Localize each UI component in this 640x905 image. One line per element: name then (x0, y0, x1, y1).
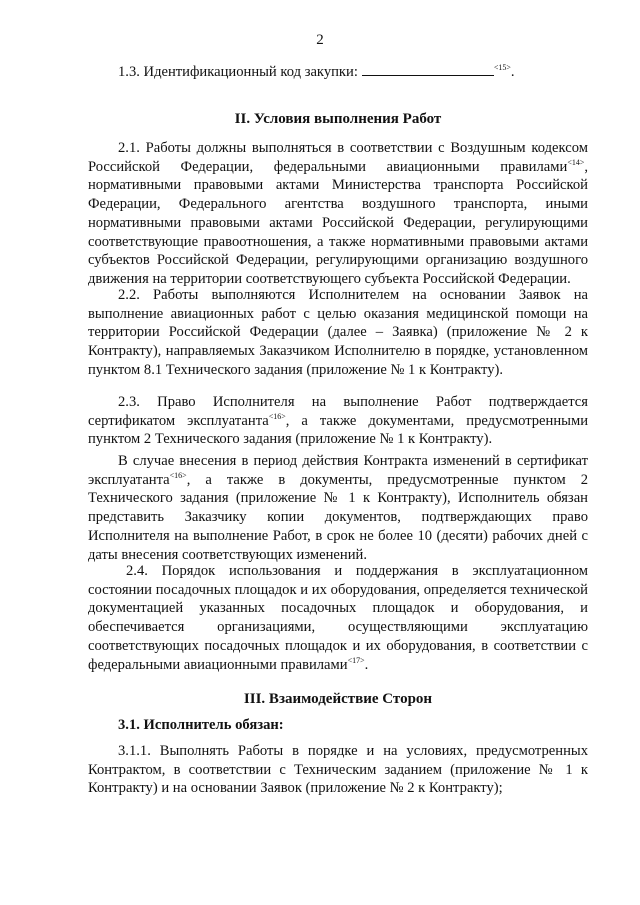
page-number: 2 (316, 32, 324, 48)
section-2-heading-block (88, 110, 588, 129)
subsection-3-1-block (88, 716, 588, 735)
paragraph-2-4-block (88, 562, 588, 674)
procurement-code-paragraph (88, 63, 588, 82)
paragraph-changes-text-b: , а также в документы, предусмотренные пунктом 2 Технического задания (приложение № 1 к Контракту), Исполнитель обязан представить Заказчику копии документов, подтверждающих право Исполнителя на выполнение Работ, в срок не более 10 (десяти) рабочих дней с даты внесения соответствующих изменений. (88, 471, 588, 563)
paragraph-2-1-text-b: , нормативными правовыми актами Министерства транспорта Российской Федерации, Федерального агентства воздушного транспорта, иными нормативными правовыми актами Российской Федерации, регулирующими соответствующие правоотношения, а также нормативными правовыми актами субъектов Российской Федерации, регулирующими организацию воздушного движения на территории соответствующего субъекта Российской Федерации. (88, 158, 588, 287)
section-3-heading-block (88, 690, 588, 709)
paragraph-2-3-text-b: , а также документами, предусмотренными пунктом 2 Технического задания (приложение № 1 к Контракту). (88, 412, 589, 448)
procurement-code-blank (362, 63, 494, 76)
paragraph-changes-block (88, 452, 588, 564)
procurement-code-label: 1.3. Идентификационный код закупки: (118, 64, 358, 80)
paragraph-2-1 (88, 139, 588, 289)
paragraph-3-1-1: 3.1.1. Выполнять Работы в порядке и на условиях, предусмотренных Контрактом, в соответствии с Техническим заданием (приложение № 1 к Контракту) и на основании Заявок (приложение № 2 к Контракту); (88, 743, 588, 797)
paragraph-3-1-1-block (88, 742, 588, 798)
section-2-heading: II. Условия выполнения Работ (234, 111, 442, 127)
footnote-ref-15: <15> (493, 63, 511, 72)
paragraph-2-2-block (88, 286, 588, 380)
footnote-ref-16: <16> (268, 411, 286, 421)
paragraph-2-3-block (88, 393, 588, 449)
paragraph-changes (88, 452, 588, 564)
paragraph-2-3-text-a: 2.3. Право Исполнителя на выполнение Работ подтверждается сертификатом эксплуатанта (88, 394, 588, 429)
paragraph-2-1-text-a: 2.1. Работы должны выполняться в соответствии с Воздушным кодексом Российской Федерации, федеральными авиационными правилами (88, 140, 588, 175)
subsection-3-1-heading: 3.1. Исполнитель обязан: (118, 717, 284, 733)
paragraph-2-3 (88, 393, 588, 449)
section-3-heading: III. Взаимодействие Сторон (243, 691, 433, 707)
procurement-code-line (88, 63, 588, 82)
paragraph-2-4 (88, 562, 588, 674)
paragraph-changes-text-a: В случае внесения в период действия Контракта изменений в сертификат эксплуатанта (88, 453, 588, 488)
footnote-ref-17: <17> (347, 655, 365, 665)
paragraph-2-1-block (88, 139, 588, 289)
paragraph-2-4-text-a: 2.4. Порядок использования и поддержания в эксплуатационном состоянии посадочных площадок и их оборудования, определяется технической документацией указанных посадочных площадок и оборудования, и обеспечивается организациями, осуществляющими эксплуатацию соответствующих посадочных площадок и их оборудования, в соответствии с федеральными авиационными правилами (88, 563, 588, 673)
paragraph-2-2: 2.2. Работы выполняются Исполнителем на основании Заявок на выполнение авиационных работ с целью оказания медицинской помощи на территории Российской Федерации (далее – Заявка) (приложение № 2 к Контракту), направляемых Заказчиком Исполнителю в порядке, установленном пунктом 8.1 Технического задания (приложение № 1 к Контракту). (88, 287, 588, 378)
footnote-ref-16b: <16> (169, 470, 187, 480)
footnote-ref-14: <14> (567, 157, 585, 167)
paragraph-2-4-text-b: . (364, 656, 369, 673)
procurement-code-end: . (510, 64, 515, 80)
